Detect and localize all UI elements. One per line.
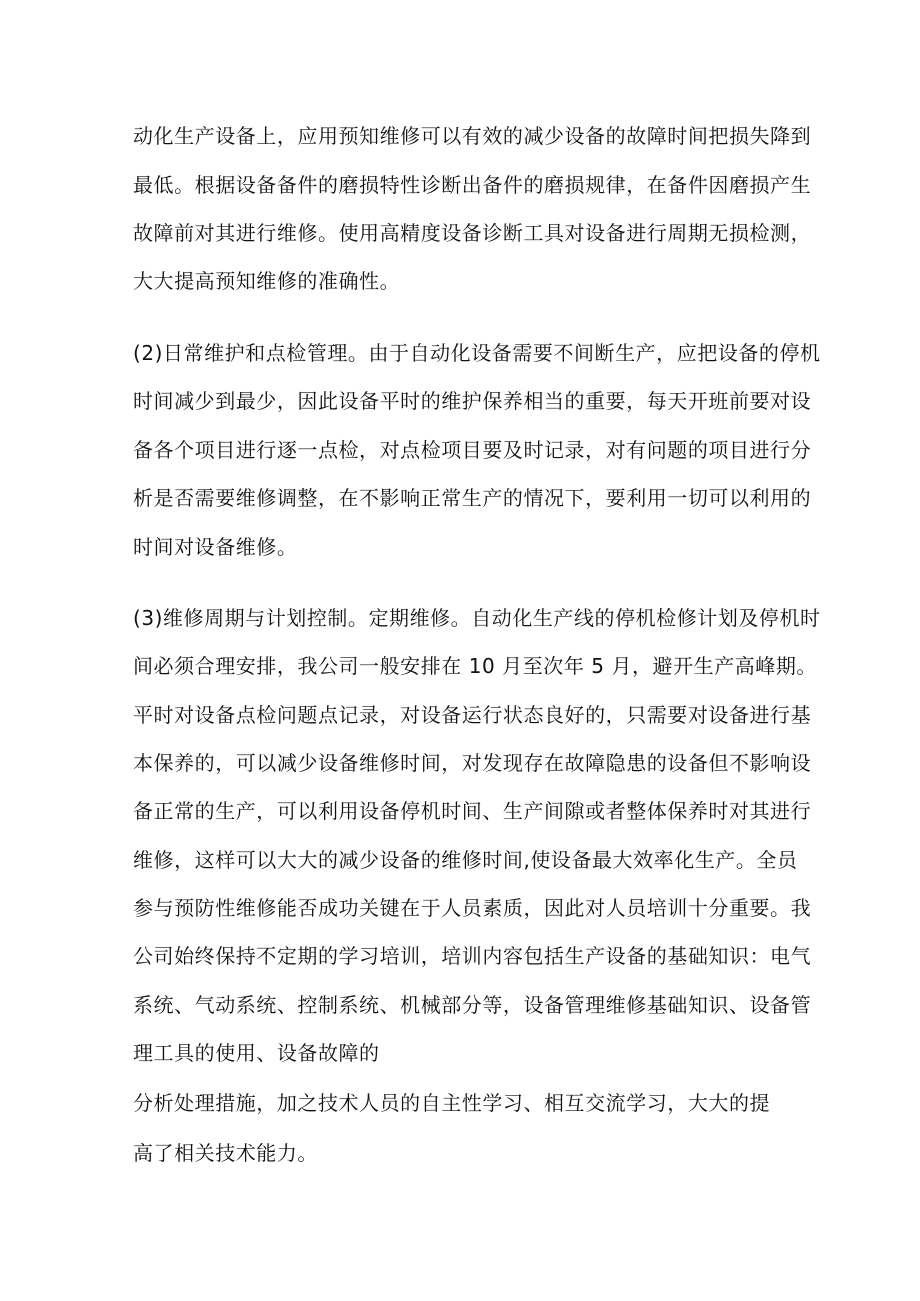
paragraph-2-line-5: 时间对设备维修。 — [133, 535, 298, 559]
paragraph-1-line-1: 动化生产设备上，应用预知维修可以有效的减少设备的故障时间把损失降到 — [133, 124, 812, 148]
paragraph-3-line-6: 维修，这样可以大大的减少设备的维修时间,使设备最大效率化生产。全员 — [133, 848, 798, 872]
paragraph-1-line-2: 最低。根据设备备件的磨损特性诊断出备件的磨损规律，在备件因磨损产生 — [133, 173, 812, 197]
paragraph-3-line-7: 参与预防性维修能否成功关键在于人员素质，因此对人员培训十分重要。我 — [133, 896, 812, 920]
paragraph-3-line-8: 公司始终保持不定期的学习培训，培训内容包括生产设备的基础知识：电气 — [133, 944, 812, 968]
paragraph-3-line-9: 系统、气动系统、控制系统、机械部分等，设备管理维修基础知识、设备管 — [133, 993, 812, 1017]
paragraph-3-line-1: (3)维修周期与计划控制。定期维修。自动化生产线的停机检修计划及停机时 — [133, 606, 821, 630]
paragraph-1-line-4: 大大提高预知维修的准确性。 — [133, 269, 401, 293]
paragraph-3-line-3: 平时对设备点检问题点记录，对设备运行状态良好的，只需要对设备进行基 — [133, 703, 812, 727]
paragraph-3-line-5: 备正常的生产，可以利用设备停机时间、生产间隙或者整体保养时对其进行 — [133, 799, 812, 823]
paragraph-3-line-11: 分析处理措施，加之技术人员的自主性学习、相互交流学习，大大的提 — [133, 1091, 771, 1115]
paragraph-3-line-2: 间必须合理安排，我公司一般安排在 10 月至次年 5 月，避开生产高峰期。 — [133, 654, 817, 678]
paragraph-3-line-12: 高了相关技术能力。 — [133, 1141, 318, 1165]
paragraph-3-line-4: 本保养的，可以减少设备维修时间，对发现存在故障隐患的设备但不影响设 — [133, 751, 812, 775]
paragraph-2-line-4: 析是否需要维修调整，在不影响正常生产的情况下，要利用一切可以利用的 — [133, 486, 812, 510]
paragraph-1-line-3: 故障前对其进行维修。使用高精度设备诊断工具对设备进行周期无损检测， — [133, 221, 812, 245]
paragraph-3-line-10: 理工具的使用、设备故障的 — [133, 1041, 380, 1065]
paragraph-2-line-3: 备各个项目进行逐一点检，对点检项目要及时记录，对有问题的项目进行分 — [133, 438, 812, 462]
paragraph-2-line-2: 时间减少到最少，因此设备平时的维护保养相当的重要，每天开班前要对设 — [133, 389, 812, 413]
paragraph-2-line-1: (2)日常维护和点检管理。由于自动化设备需要不间断生产，应把设备的停机 — [133, 341, 821, 365]
